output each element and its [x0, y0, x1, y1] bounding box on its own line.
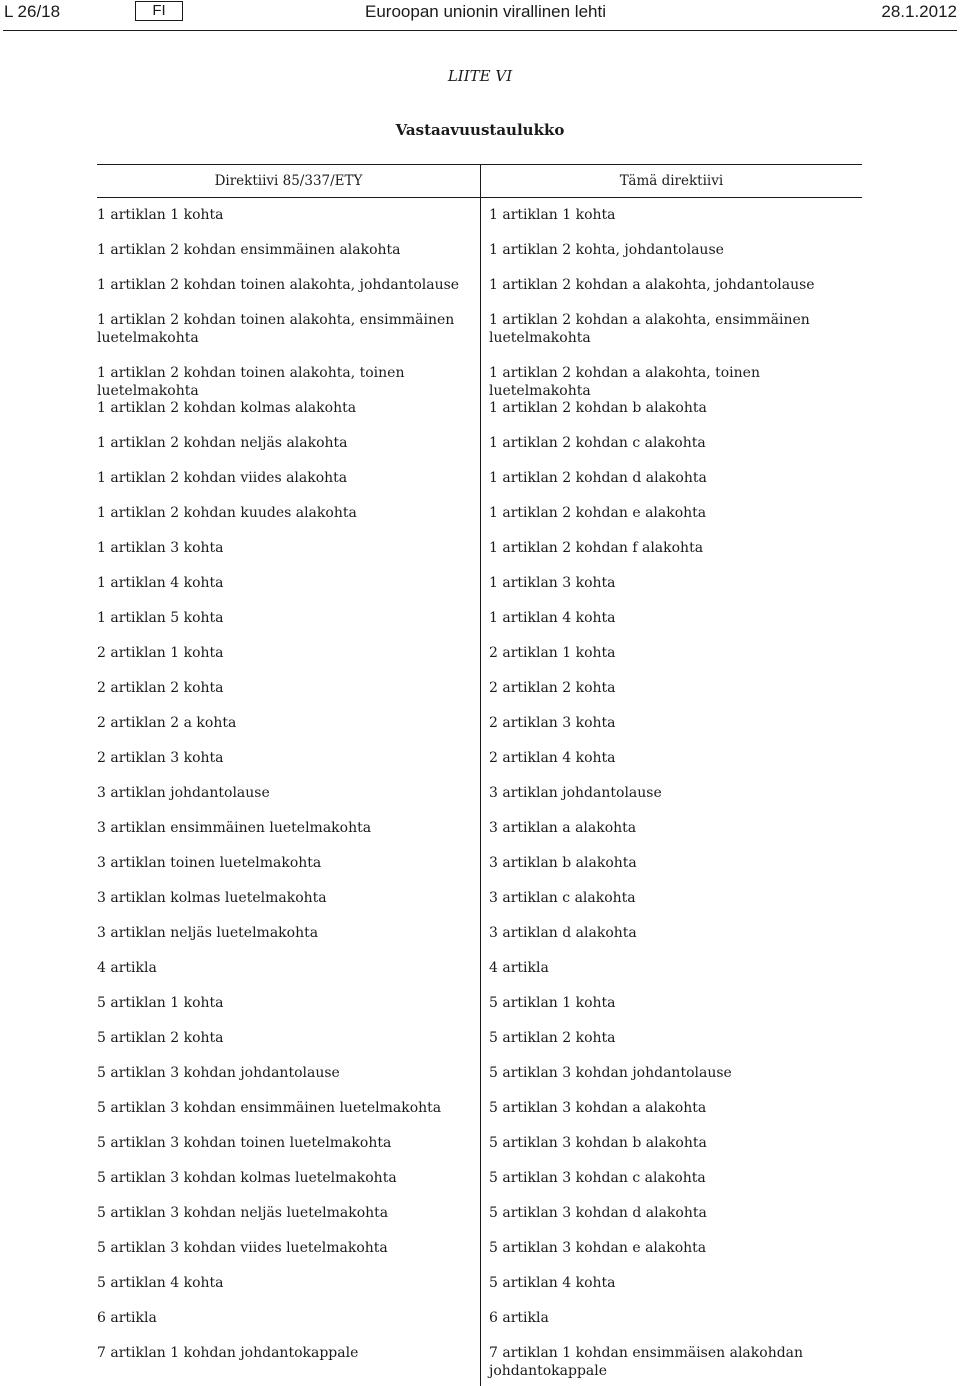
annex-heading: LIITE VI [447, 67, 513, 85]
row-new-reference: 3 artiklan c alakohta [489, 890, 636, 906]
row-old-reference: 3 artiklan neljäs luetelmakohta [97, 925, 319, 941]
row-old-reference: 1 artiklan 4 kohta [97, 575, 224, 591]
row-new-reference: 2 artiklan 3 kohta [489, 715, 616, 731]
row-new-reference: 5 artiklan 1 kohta [489, 995, 616, 1011]
row-new-reference: 1 artiklan 2 kohdan d alakohta [489, 470, 707, 486]
row-old-reference: 3 artiklan ensimmäinen luetelmakohta [97, 820, 372, 836]
column-divider [480, 164, 481, 1386]
column-header-this-directive: Tämä direktiivi [619, 173, 724, 189]
row-old-reference: 1 artiklan 2 kohdan toinen alakohta, johdantolause [97, 277, 460, 293]
row-old-reference: 1 artiklan 3 kohta [97, 540, 224, 556]
page-number: L 26/18 [4, 2, 61, 21]
row-new-reference: 2 artiklan 4 kohta [489, 750, 616, 766]
row-old-reference: 2 artiklan 3 kohta [97, 750, 224, 766]
row-new-reference: 5 artiklan 3 kohdan a alakohta [489, 1100, 707, 1116]
row-old-reference: 1 artiklan 2 kohdan kolmas alakohta [97, 400, 357, 416]
row-old-reference: 2 artiklan 2 kohta [97, 680, 224, 696]
header-rule [3, 30, 957, 31]
row-old-reference: 1 artiklan 2 kohdan toinen alakohta, ensimmäinen luetelmakohta [97, 312, 455, 346]
row-new-reference: 7 artiklan 1 kohdan ensimmäisen alakohdan johdantokappale [489, 1345, 804, 1379]
row-old-reference: 1 artiklan 2 kohdan neljäs alakohta [97, 435, 348, 451]
row-new-reference: 2 artiklan 1 kohta [489, 645, 616, 661]
row-old-reference: 6 artikla [97, 1310, 157, 1326]
publication-date: 28.1.2012 [881, 2, 957, 21]
row-new-reference: 2 artiklan 2 kohta [489, 680, 616, 696]
table-title: Vastaavuustaulukko [395, 121, 565, 139]
row-old-reference: 4 artikla [97, 960, 157, 976]
row-old-reference: 1 artiklan 2 kohdan kuudes alakohta [97, 505, 357, 521]
row-new-reference: 1 artiklan 3 kohta [489, 575, 616, 591]
journal-title: Euroopan unionin virallinen lehti [365, 2, 606, 21]
row-old-reference: 1 artiklan 2 kohdan toinen alakohta, toinen luetelmakohta [97, 365, 405, 399]
column-header-old-directive: Direktiivi 85/337/ETY [214, 173, 363, 189]
row-new-reference: 1 artiklan 2 kohdan e alakohta [489, 505, 707, 521]
row-new-reference: 1 artiklan 4 kohta [489, 610, 616, 626]
row-old-reference: 3 artiklan kolmas luetelmakohta [97, 890, 327, 906]
row-old-reference: 5 artiklan 4 kohta [97, 1275, 224, 1291]
row-new-reference: 3 artiklan b alakohta [489, 855, 637, 871]
row-old-reference: 3 artiklan toinen luetelmakohta [97, 855, 322, 871]
row-new-reference: 3 artiklan johdantolause [489, 785, 662, 801]
row-old-reference: 1 artiklan 2 kohdan ensimmäinen alakohta [97, 242, 401, 258]
row-old-reference: 5 artiklan 3 kohdan ensimmäinen luetelmakohta [97, 1100, 442, 1116]
row-new-reference: 1 artiklan 2 kohdan a alakohta, ensimmäinen luetelmakohta [489, 312, 810, 346]
row-new-reference: 5 artiklan 3 kohdan b alakohta [489, 1135, 707, 1151]
row-new-reference: 1 artiklan 2 kohdan a alakohta, toinen luetelmakohta [489, 365, 760, 399]
row-old-reference: 5 artiklan 3 kohdan kolmas luetelmakohta [97, 1170, 397, 1186]
row-old-reference: 5 artiklan 3 kohdan johdantolause [97, 1065, 340, 1081]
row-new-reference: 5 artiklan 4 kohta [489, 1275, 616, 1291]
row-old-reference: 5 artiklan 3 kohdan viides luetelmakohta [97, 1240, 388, 1256]
row-old-reference: 1 artiklan 5 kohta [97, 610, 224, 626]
row-old-reference: 3 artiklan johdantolause [97, 785, 270, 801]
row-new-reference: 4 artikla [489, 960, 549, 976]
row-new-reference: 5 artiklan 3 kohdan c alakohta [489, 1170, 706, 1186]
row-old-reference: 5 artiklan 2 kohta [97, 1030, 224, 1046]
row-old-reference: 1 artiklan 2 kohdan viides alakohta [97, 470, 348, 486]
row-old-reference: 2 artiklan 2 a kohta [97, 715, 237, 731]
row-old-reference: 2 artiklan 1 kohta [97, 645, 224, 661]
row-old-reference: 1 artiklan 1 kohta [97, 207, 224, 223]
row-old-reference: 5 artiklan 3 kohdan toinen luetelmakohta [97, 1135, 392, 1151]
row-old-reference: 5 artiklan 3 kohdan neljäs luetelmakohta [97, 1205, 389, 1221]
row-new-reference: 3 artiklan a alakohta [489, 820, 637, 836]
row-new-reference: 5 artiklan 3 kohdan d alakohta [489, 1205, 707, 1221]
row-old-reference: 5 artiklan 1 kohta [97, 995, 224, 1011]
row-new-reference: 1 artiklan 2 kohdan b alakohta [489, 400, 707, 416]
row-new-reference: 1 artiklan 2 kohta, johdantolause [489, 242, 724, 258]
language-badge: FI [135, 1, 183, 21]
row-new-reference: 5 artiklan 3 kohdan e alakohta [489, 1240, 707, 1256]
row-old-reference: 7 artiklan 1 kohdan johdantokappale [97, 1345, 359, 1361]
row-new-reference: 1 artiklan 1 kohta [489, 207, 616, 223]
row-new-reference: 1 artiklan 2 kohdan f alakohta [489, 540, 704, 556]
row-new-reference: 1 artiklan 2 kohdan a alakohta, johdantolause [489, 277, 815, 293]
row-new-reference: 5 artiklan 2 kohta [489, 1030, 616, 1046]
row-new-reference: 5 artiklan 3 kohdan johdantolause [489, 1065, 732, 1081]
row-new-reference: 6 artikla [489, 1310, 549, 1326]
row-new-reference: 3 artiklan d alakohta [489, 925, 637, 941]
row-new-reference: 1 artiklan 2 kohdan c alakohta [489, 435, 706, 451]
